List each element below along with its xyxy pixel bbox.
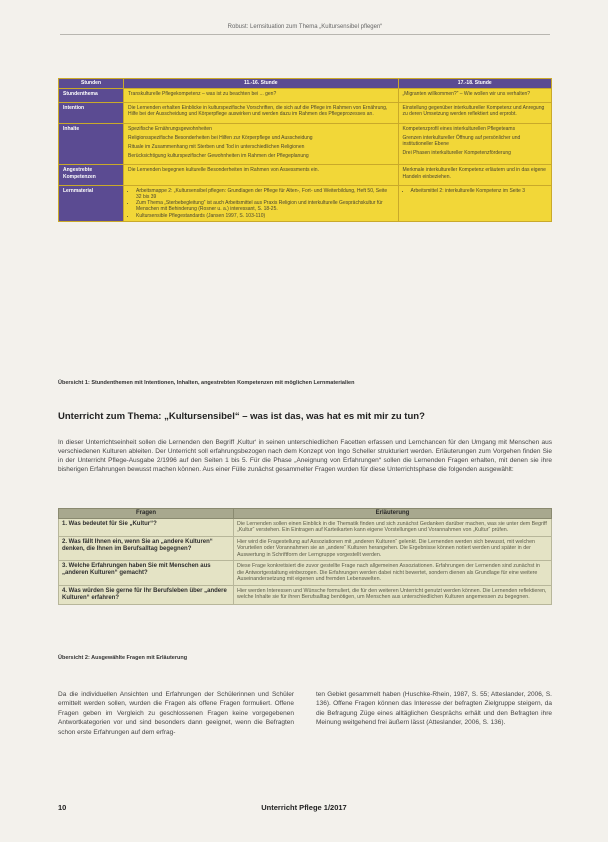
cell-paragraph: „Migranten willkommen?“ – Wie wollen wir uns verhalten? [402,91,531,97]
row-label: Intention [59,103,124,123]
header-cell-erlaeuterung: Erläuterung [234,509,552,519]
cell-paragraph: Einstellung gegenüber interkultureller Kompetenz und Anregung zu deren Umsetzung werden reflektiert und erprobt. [402,105,545,118]
overview-table-header [59,79,552,89]
row-label: Stundenthema [59,89,124,103]
table-row [59,536,552,561]
table-row [59,165,552,185]
question-cell: 4. Was würden Sie gerne für Ihr Berufsleben über „andere Kulturen“ erfahren? [59,585,234,604]
running-head: Robust: Lernsituation zum Thema „Kultursensibel pflegen“ [227,24,383,30]
questions-table-header [59,509,552,519]
question-cell: 3. Welche Erfahrungen haben Sie mit Menschen aus „anderen Kulturen“ gemacht? [59,561,234,586]
material-list [128,188,394,219]
list-item: • Kultursensible Pflegestandards (Jansen 1997, S. 103-110) [136,213,394,219]
explanation-cell: Diese Frage konkretisiert die zuvor gestellte Frage nach allgemeinen Assoziationen. Erfahrungen der Lernenden sind zunächst in die Antwortgestaltung einbezogen. Die Erfahrungen werden dabei nicht bewertet, sondern dienen als Grundlage für eine weitere Auseinandersetzung mit eigenen und fremden Lebenswelten. [234,561,552,586]
cell-paragraph: Grenzen interkultureller Öffnung auf persönlicher und institutioneller Ebene [402,134,521,148]
table-row [59,585,552,604]
cell-paragraph: Rituale im Zusammenhang mit Sterben und Tod in unterschiedlichen Religionen [128,144,305,151]
cell-paragraph: Spezifische Ernährungsgewohnheiten [128,125,212,132]
table-cell-c2 [398,185,551,221]
question-cell: 1. Was bedeutet für Sie „Kultur“? [59,518,234,536]
table-cell-c1 [124,185,399,221]
header-cell-stunden: Stunden [59,79,124,89]
cell-paragraph: Drei Phasen interkultureller Kompetenzförderung [402,150,511,157]
caption-overview-1: Übersicht 1: Stundenthemen mit Intentionen, Inhalten, angestrebten Kompetenzen mit möglichen Lernmaterialien [58,380,355,386]
list-item: • Arbeitsmittel 2: interkulturelle Kompetenz im Seite 3 [411,188,547,194]
table-cell-c1 [124,103,399,123]
header-rule [60,34,550,35]
cell-paragraph: Die Lernenden erhalten Einblicke in kulturspezifische Vorschriften, die sich auf die Pflege im Rahmen von Ernährung, Hilfe bei der Ausscheidung und Körperpflege auswirken und werden dazu im Rahmen des Pflegeprozesses an. [128,105,388,118]
table-row [59,89,552,103]
header-cell-fragen: Fragen [59,509,234,519]
cell-paragraph: Transkulturelle Pflegekompetenz – was ist zu beachten bei ... gen? [128,91,277,97]
journal-footer: Unterricht Pflege 1/2017 [261,803,347,812]
row-label: Inhalte [59,123,124,165]
explanation-cell: Die Lernenden sollen einen Einblick in die Thematik finden und sich zunächst Gedanken darüber machen, was sie unter dem Begriff „Kultur“ verstehen. Ein Eintragen auf Karteikarten kann eigene Vorstellungen und Vorannahmen von „Kultur“ prüfen. [234,518,552,536]
table-cell-c2 [398,103,551,123]
table-cell-c1 [124,123,399,165]
table-row [59,185,552,221]
table-cell-c2 [398,89,551,103]
table-row [59,103,552,123]
table-row [59,518,552,536]
section-title: Unterricht zum Thema: „Kultursensibel“ – was ist das, was hat es mit mir zu tun? [58,411,425,422]
cell-paragraph: Kompetenzprofil eines interkulturellen Pflegeteams [402,125,516,132]
header-cell-17-18: 17.-18. Stunde [398,79,551,89]
list-item: • Zum Thema „Sterbebegleitung“ ist auch Arbeitsmittel aus Praxis Religion und interkulturelle Gesprächskultur für Menschen mit Behinderung (Rosner u. a.) interessant, S. 18-25. [136,200,394,212]
cell-paragraph: Merkmale interkultureller Kompetenz erläutern und in das eigene Handeln einbeziehen. [402,167,546,180]
questions-table [58,508,552,605]
table-cell-c2 [398,165,551,185]
row-label: Lernmaterial [59,185,124,221]
question-cell: 2. Was fällt Ihnen ein, wenn Sie an „andere Kulturen“ denken, die Ihnen im Berufsalltag begegnen? [59,536,234,561]
row-label: Angestrebte Kompetenzen [59,165,124,185]
body-column-left: Da die individuellen Ansichten und Erfahrungen der Schülerinnen und Schüler ermittelt werden sollen, wurden die Fragen als offene Fragen formuliert. Offene Fragen geben im Vergleich zu geschlossenen Fragen keine vorgegebenen Antwortkategorien vor und sind besonders dann geeignet, wenn die Befragten schon erste Erfahrungen auf dem erfrag- [58,691,294,736]
page-number: 10 [58,803,67,812]
table-cell-c1 [124,165,399,185]
table-row [59,123,552,165]
cell-paragraph: Religionsspezifische Besonderheiten bei Hilfen zur Körperpflege und Ausscheidung [128,134,313,141]
list-item: • Arbeitsmappe 2: „Kultursensibel pflegen: Grundlagen der Pflege für Alten-, Fort- und Weiterbildung, Heft 50, Seite 32 bis 39 [136,188,394,200]
caption-overview-2: Übersicht 2: Ausgewählte Fragen mit Erläuterung [58,655,188,661]
intro-paragraph: In dieser Unterrichtseinheit sollen die Lernenden den Begriff ‚Kultur‘ in seinen unterschiedlichen Facetten erfassen und Lernchancen für den Umgang mit Menschen aus verschiedenen Kulturen ableiten. Der Unterricht soll erfahrungsbezogen nach dem Konzept von Ingo Scheller strukturiert werden. Erläuterungen zum Vorgehen finden Sie in der Unterricht Pflege-Ausgabe 2/1996 auf den Seiten 1 bis 5. Für die Phase „Aneignung von Erfahrungen“ sollen die Lernenden Fragen erhalten, mit denen sie ihre bisherigen Erfahrungen bewusst machen können. Aus einer Fülle zunächst gesammelter Fragen wurden für diese Unterrichtsphase die folgenden ausgewählt: [58,439,552,473]
explanation-cell: Hier wird die Fragestellung auf Assoziationen mit „anderen Kulturen“ gelenkt. Die Lernenden werden sich bewusst, mit welchen Vorurteilen oder Vorannahmen sie an „andere“ Kulturen herangehen. Die Ergebnisse können notiert werden und später in der Auswertung in Schriftform der Lerngruppe vorgestellt werden. [234,536,552,561]
table-cell-c2 [398,123,551,165]
header-cell-11-16: 11.-16. Stunde [124,79,399,89]
overview-table [58,78,552,222]
cell-paragraph: Die Lernenden begegnen kulturelle Besonderheiten im Rahmen von Assessments ein. [128,167,319,174]
material-list [403,188,547,194]
body-column-right: ten Gebiet gesammelt haben (Huschke-Rhein, 1987, S. 55; Atteslander, 2006, S. 136). Offene Fragen können das Interesse der befragten Zielgruppe steigern, da die Befragung Züge eines alltäglichen Gesprächs erhält und den Befragten ihre Meinung weitgehend frei äußern lässt (Atteslander, 2006, S. 136). [316,691,552,727]
explanation-cell: Hier werden Interessen und Wünsche formuliert, die für den weiteren Unterricht genutzt werden können. Die Lernenden reflektieren, welche Inhalte sie für ihren Berufsalltag benötigen, um Menschen aus unterschiedlichen Kulturen angemessen zu begegnen. [234,585,552,604]
cell-paragraph: Berücksichtigung kulturspezifischer Gewohnheiten im Rahmen der Pflegeplanung [128,153,309,160]
table-row [59,561,552,586]
table-cell-c1 [124,89,399,103]
